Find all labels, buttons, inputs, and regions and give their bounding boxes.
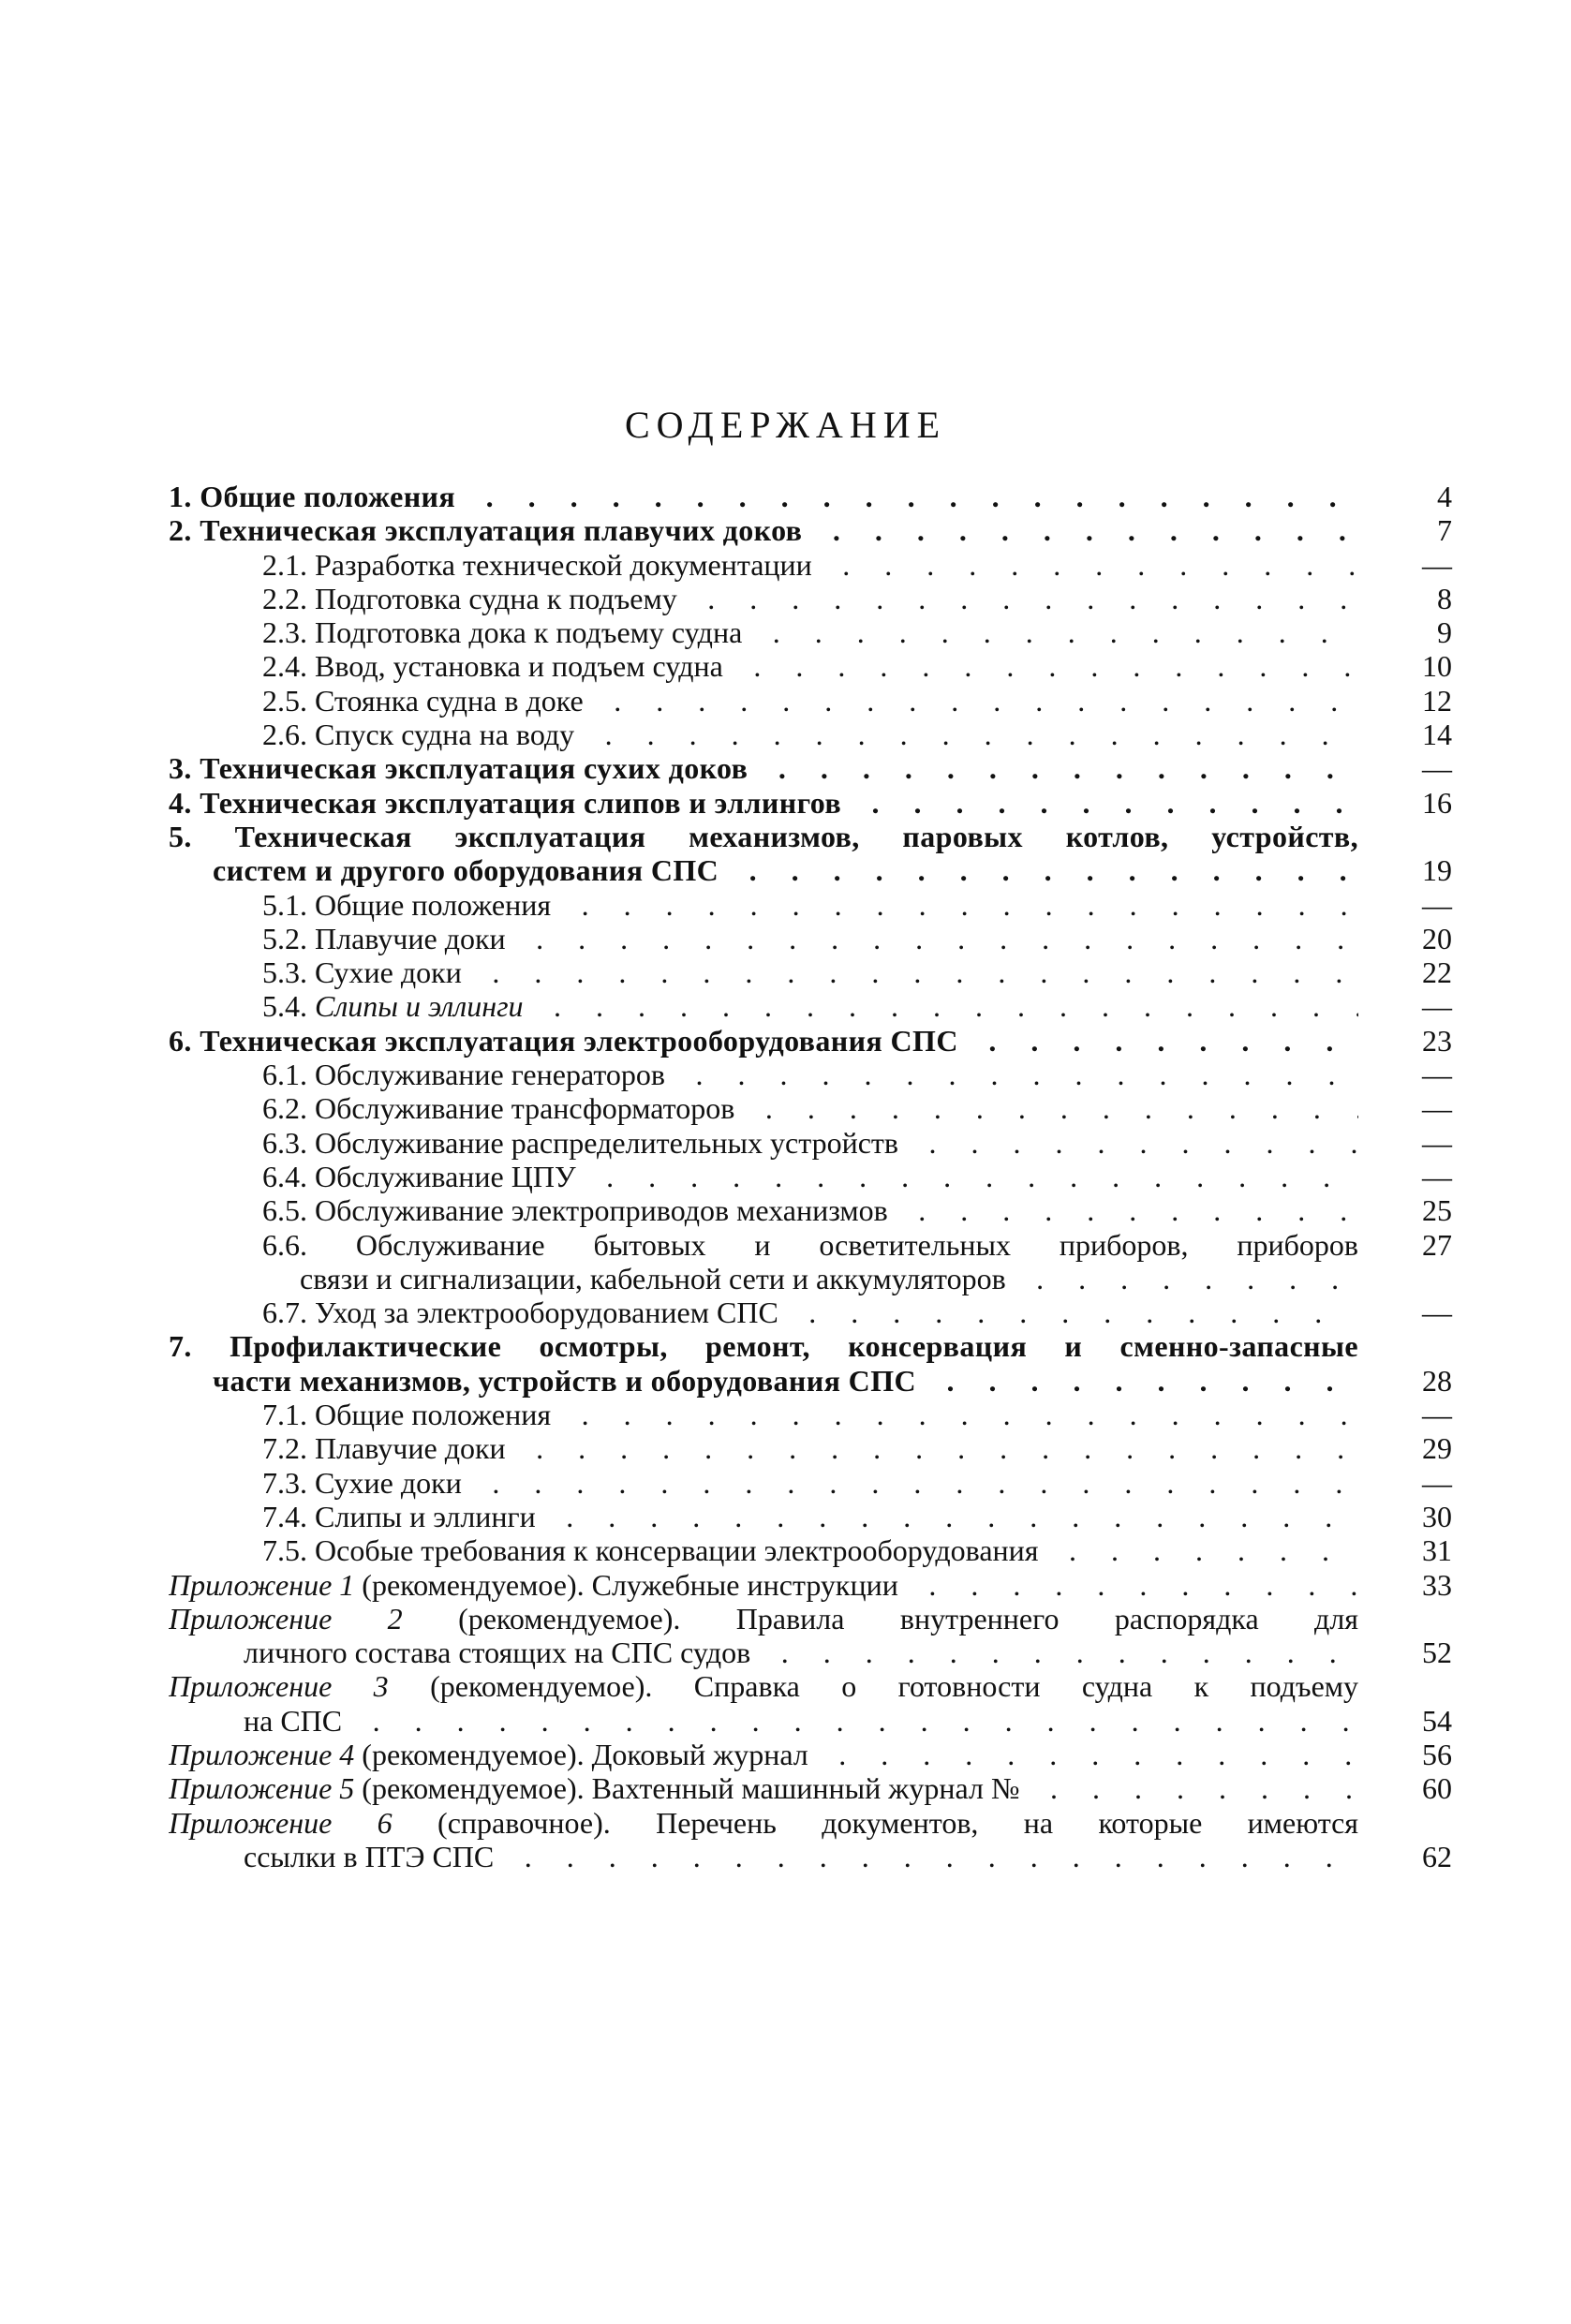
toc-entry-text: [169, 1806, 1358, 1840]
toc-entry-number: 7.2.: [262, 1431, 307, 1466]
toc-entry-page: —: [1422, 1159, 1452, 1193]
toc-entry: [169, 1840, 1452, 1873]
toc-entry-number: 5.4.: [262, 989, 307, 1024]
page-title: СОДЕРЖАНИЕ: [624, 404, 947, 446]
toc-entry-page: —: [1422, 989, 1452, 1024]
toc-entry: [169, 1091, 1452, 1125]
toc-entry-title: ссылки в ПТЭ СПС: [244, 1839, 495, 1873]
toc-entry-number: 6.7.: [262, 1295, 307, 1330]
toc-entry-text: [262, 1126, 1358, 1160]
toc-entry: [169, 1295, 1452, 1329]
toc-entry-title: Стоянка судна в доке: [315, 683, 584, 718]
toc-entry-text: [262, 1500, 1358, 1533]
toc-entry-page: 31: [1422, 1533, 1452, 1568]
toc-entry-text: [244, 1840, 1358, 1873]
toc-entry-number: 5.3.: [262, 955, 307, 990]
toc-entry-number: 7.3.: [262, 1465, 307, 1500]
toc-entry-title: Профилактические осмотры, ремонт, консервация и сменно-запасные: [230, 1329, 1358, 1364]
toc-entry-number: Приложение 1: [169, 1567, 355, 1602]
toc-entry-title: Обслуживание распределительных устройств: [315, 1125, 898, 1160]
toc-entry-text: [169, 1568, 1358, 1602]
toc-entry-number: 3.: [169, 751, 192, 786]
toc-entry-text: [262, 989, 1358, 1023]
toc-entry-page: —: [1422, 751, 1452, 786]
toc-entry-text: [262, 1398, 1358, 1431]
toc-entry-number: 2.4.: [262, 649, 307, 684]
toc-entry: [169, 1160, 1452, 1193]
toc-entry-page: 30: [1422, 1499, 1452, 1533]
toc-entry-text: [262, 684, 1358, 718]
toc-entry: [169, 1806, 1452, 1840]
toc-entry: [169, 989, 1452, 1023]
toc-entry-page: 14: [1422, 718, 1452, 752]
toc-entry-number: 5.1.: [262, 887, 307, 922]
toc-entry-text: [169, 1024, 1358, 1058]
toc-entry-page: 7: [1437, 513, 1452, 548]
toc-entry-title: личного состава стоящих на СПС судов: [244, 1636, 751, 1670]
toc-entry: [169, 1602, 1452, 1636]
toc-entry-text: [262, 888, 1358, 922]
toc-entry-text: [262, 1058, 1358, 1091]
toc-entry: [169, 751, 1452, 785]
toc-entry-title: Плавучие доки: [315, 1431, 506, 1466]
toc-entry: [169, 615, 1452, 649]
toc-entry-title: Спуск судна на воду: [315, 718, 575, 752]
toc-entry: [169, 1364, 1452, 1398]
toc-entry-number: Приложение 5: [169, 1771, 355, 1806]
toc-entry-page: 27: [1422, 1227, 1452, 1262]
toc-entry-number: 5.: [169, 819, 192, 853]
toc-entry-text: [213, 1364, 1358, 1398]
toc-entry-number: 6.1.: [262, 1058, 307, 1092]
toc-entry-page: 19: [1422, 853, 1452, 888]
toc-entry: [169, 1533, 1452, 1567]
toc-entry: [169, 1704, 1452, 1738]
toc-entry-title: Общие положения: [315, 1398, 552, 1432]
toc-entry-page: 28: [1422, 1363, 1452, 1398]
toc-entry-title: Обслуживание генераторов: [315, 1058, 665, 1092]
toc-entry-title: (рекомендуемое). Правила внутреннего распорядка для: [458, 1601, 1358, 1636]
toc-entry-title: Обслуживание бытовых и осветительных приборов, приборов: [355, 1227, 1358, 1262]
toc-entry-page: 54: [1422, 1703, 1452, 1738]
table-of-contents: [169, 480, 1452, 1873]
toc-entry-number: 2.2.: [262, 581, 307, 615]
toc-entry-text: [262, 582, 1358, 615]
toc-entry: [169, 513, 1452, 547]
toc-entry: [169, 1771, 1452, 1805]
toc-entry-title: Сухие доки: [315, 1465, 462, 1500]
toc-entry: [169, 786, 1452, 820]
toc-entry-number: Приложение 3: [169, 1669, 389, 1704]
toc-entry-page: —: [1422, 1295, 1452, 1330]
toc-entry-page: —: [1422, 1125, 1452, 1160]
toc-entry-title: Общие положения: [315, 887, 552, 922]
toc-entry: [169, 684, 1452, 718]
toc-entry-page: 4: [1437, 480, 1452, 513]
toc-entry-text: [169, 1669, 1358, 1703]
toc-entry-title: Техническая эксплуатация плавучих доков: [200, 513, 803, 548]
toc-entry-page: 16: [1422, 785, 1452, 820]
toc-entry: [169, 480, 1452, 513]
toc-entry-number: 4.: [169, 785, 192, 820]
toc-entry-number: 2.1.: [262, 547, 307, 582]
toc-entry-title: (рекомендуемое). Служебные инструкции: [362, 1567, 898, 1602]
toc-entry-page: —: [1422, 1398, 1452, 1432]
toc-entry-number: 5.2.: [262, 921, 307, 955]
toc-entry-text: [169, 751, 1358, 785]
toc-entry-number: Приложение 4: [169, 1737, 355, 1771]
toc-entry-text: [169, 1329, 1358, 1363]
toc-entry-page: —: [1422, 887, 1452, 922]
toc-entry-number: 6.4.: [262, 1159, 307, 1193]
toc-entry-title: Ввод, установка и подъем судна: [315, 649, 723, 684]
toc-entry-page: 56: [1422, 1737, 1452, 1771]
toc-entry-text: [262, 1431, 1358, 1465]
toc-entry: [169, 548, 1452, 582]
toc-entry-page: 25: [1422, 1193, 1452, 1228]
toc-entry: [169, 1228, 1452, 1262]
toc-entry-text: [262, 1091, 1358, 1125]
toc-entry: [169, 1431, 1452, 1465]
toc-entry: [169, 1738, 1452, 1771]
toc-entry-title: Уход за электрооборудованием СПС: [315, 1295, 778, 1330]
toc-entry: [169, 1126, 1452, 1160]
toc-entry-text: [169, 1738, 1358, 1771]
toc-entry-text: [262, 1533, 1358, 1567]
toc-entry: [169, 888, 1452, 922]
toc-entry-page: 62: [1422, 1839, 1452, 1873]
toc-entry-page: 10: [1422, 649, 1452, 684]
toc-entry-title: Обслуживание трансформаторов: [315, 1091, 735, 1126]
toc-entry-page: —: [1422, 547, 1452, 582]
toc-entry-title: Сухие доки: [315, 955, 462, 990]
toc-entry-page: —: [1422, 1058, 1452, 1092]
toc-entry-title: (рекомендуемое). Вахтенный машинный журнал №: [362, 1771, 1020, 1806]
toc-entry-title: части механизмов, устройств и оборудования СПС: [213, 1363, 916, 1398]
toc-entry-number: Приложение 2: [169, 1601, 403, 1636]
toc-entry-page: —: [1422, 1465, 1452, 1500]
toc-entry-title: Слипы и эллинги: [315, 989, 524, 1024]
toc-entry-text: [262, 922, 1358, 955]
toc-entry: [169, 582, 1452, 615]
toc-entry-title: Особые требования к консервации электрооборудования: [315, 1533, 1039, 1568]
toc-entry: [169, 1398, 1452, 1431]
toc-entry: [169, 853, 1452, 887]
toc-entry: [169, 1636, 1452, 1669]
toc-entry-title: (рекомендуемое). Справка о готовности судна к подъему: [430, 1669, 1358, 1704]
toc-entry-text: [169, 480, 1358, 513]
toc-entry-text: [169, 786, 1358, 820]
toc-entry-title: Обслуживание ЦПУ: [315, 1159, 576, 1193]
toc-entry-title: связи и сигнализации, кабельной сети и аккумуляторов: [300, 1261, 1006, 1295]
toc-entry-title: Техническая эксплуатация электрооборудования СПС: [200, 1023, 958, 1058]
toc-entry-title: (справочное). Перечень документов, на которые имеются: [437, 1805, 1358, 1840]
toc-entry: [169, 1500, 1452, 1533]
toc-entry-text: [262, 718, 1358, 751]
toc-entry-title: Обслуживание электроприводов механизмов: [315, 1193, 888, 1228]
toc-entry: [169, 820, 1452, 853]
toc-entry-text: [169, 1771, 1358, 1805]
toc-entry-number: 7.4.: [262, 1499, 307, 1533]
toc-entry-text: [213, 853, 1358, 887]
toc-entry-text: [262, 649, 1358, 683]
toc-entry-page: 12: [1422, 683, 1452, 718]
toc-entry-number: 7.5.: [262, 1533, 307, 1568]
toc-entry-text: [262, 1228, 1358, 1262]
toc-entry-page: 9: [1437, 615, 1452, 650]
toc-entry: [169, 1568, 1452, 1602]
toc-entry-title: Подготовка судна к подъему: [315, 581, 677, 615]
toc-entry-title: Подготовка дока к подъему судна: [315, 615, 743, 650]
toc-entry-text: [262, 615, 1358, 649]
toc-entry-page: 20: [1422, 921, 1452, 955]
toc-entry-title: Техническая эксплуатация слипов и эллингов: [200, 785, 842, 820]
toc-entry: [169, 649, 1452, 683]
toc-entry-title: Слипы и эллинги: [315, 1499, 536, 1533]
toc-entry: [169, 1329, 1452, 1363]
toc-entry-number: 6.2.: [262, 1091, 307, 1126]
toc-entry-page: 29: [1422, 1431, 1452, 1466]
toc-entry-text: [244, 1636, 1358, 1669]
toc-entry: [169, 1058, 1452, 1091]
toc-entry-number: 2.5.: [262, 683, 307, 718]
toc-entry-text: [300, 1262, 1358, 1295]
toc-entry-text: [262, 548, 1358, 582]
toc-entry-number: 6.: [169, 1023, 192, 1058]
toc-entry-text: [262, 1466, 1358, 1500]
toc-entry-title: (рекомендуемое). Доковый журнал: [362, 1737, 808, 1771]
toc-entry-title: Плавучие доки: [315, 921, 506, 955]
toc-entry-title: систем и другого оборудования СПС: [213, 853, 719, 888]
toc-entry: [169, 1466, 1452, 1500]
toc-entry-page: 23: [1422, 1023, 1452, 1058]
toc-entry-number: 2.3.: [262, 615, 307, 650]
toc-entry: [169, 1024, 1452, 1058]
toc-entry: [169, 955, 1452, 989]
toc-entry-number: 6.3.: [262, 1125, 307, 1160]
toc-entry-title: Техническая эксплуатация сухих доков: [200, 751, 748, 786]
toc-entry-page: 52: [1422, 1636, 1452, 1670]
toc-entry-title: Техническая эксплуатация механизмов, паровых котлов, устройств,: [234, 819, 1358, 853]
toc-entry-title: на СПС: [244, 1703, 343, 1738]
toc-entry: [169, 718, 1452, 751]
toc-entry-number: 6.5.: [262, 1193, 307, 1228]
toc-entry-number: 6.6.: [262, 1227, 307, 1262]
toc-entry-page: 8: [1437, 581, 1452, 615]
toc-entry-number: 7.1.: [262, 1398, 307, 1432]
toc-entry-text: [169, 513, 1358, 547]
toc-entry-text: [262, 955, 1358, 989]
toc-entry-text: [262, 1160, 1358, 1193]
toc-entry-text: [169, 820, 1358, 853]
toc-entry-title: Разработка технической документации: [315, 547, 812, 582]
toc-entry-page: 22: [1422, 955, 1452, 990]
toc-entry-page: 33: [1422, 1567, 1452, 1602]
toc-entry-page: 60: [1422, 1771, 1452, 1806]
toc-entry: [169, 1193, 1452, 1227]
toc-entry-page: —: [1422, 1091, 1452, 1126]
toc-entry-number: 2.: [169, 513, 192, 548]
toc-entry-number: 1.: [169, 480, 192, 513]
toc-entry-text: [169, 1602, 1358, 1636]
toc-entry-number: 2.6.: [262, 718, 307, 752]
toc-entry-title: Общие положения: [200, 480, 456, 513]
toc-entry-number: Приложение 6: [169, 1805, 393, 1840]
toc-entry-number: 7.: [169, 1329, 192, 1364]
toc-entry-text: [244, 1704, 1358, 1738]
toc-entry: [169, 922, 1452, 955]
toc-entry: [169, 1262, 1452, 1295]
toc-entry: [169, 1669, 1452, 1703]
toc-entry-text: [262, 1193, 1358, 1227]
toc-entry-text: [262, 1295, 1358, 1329]
